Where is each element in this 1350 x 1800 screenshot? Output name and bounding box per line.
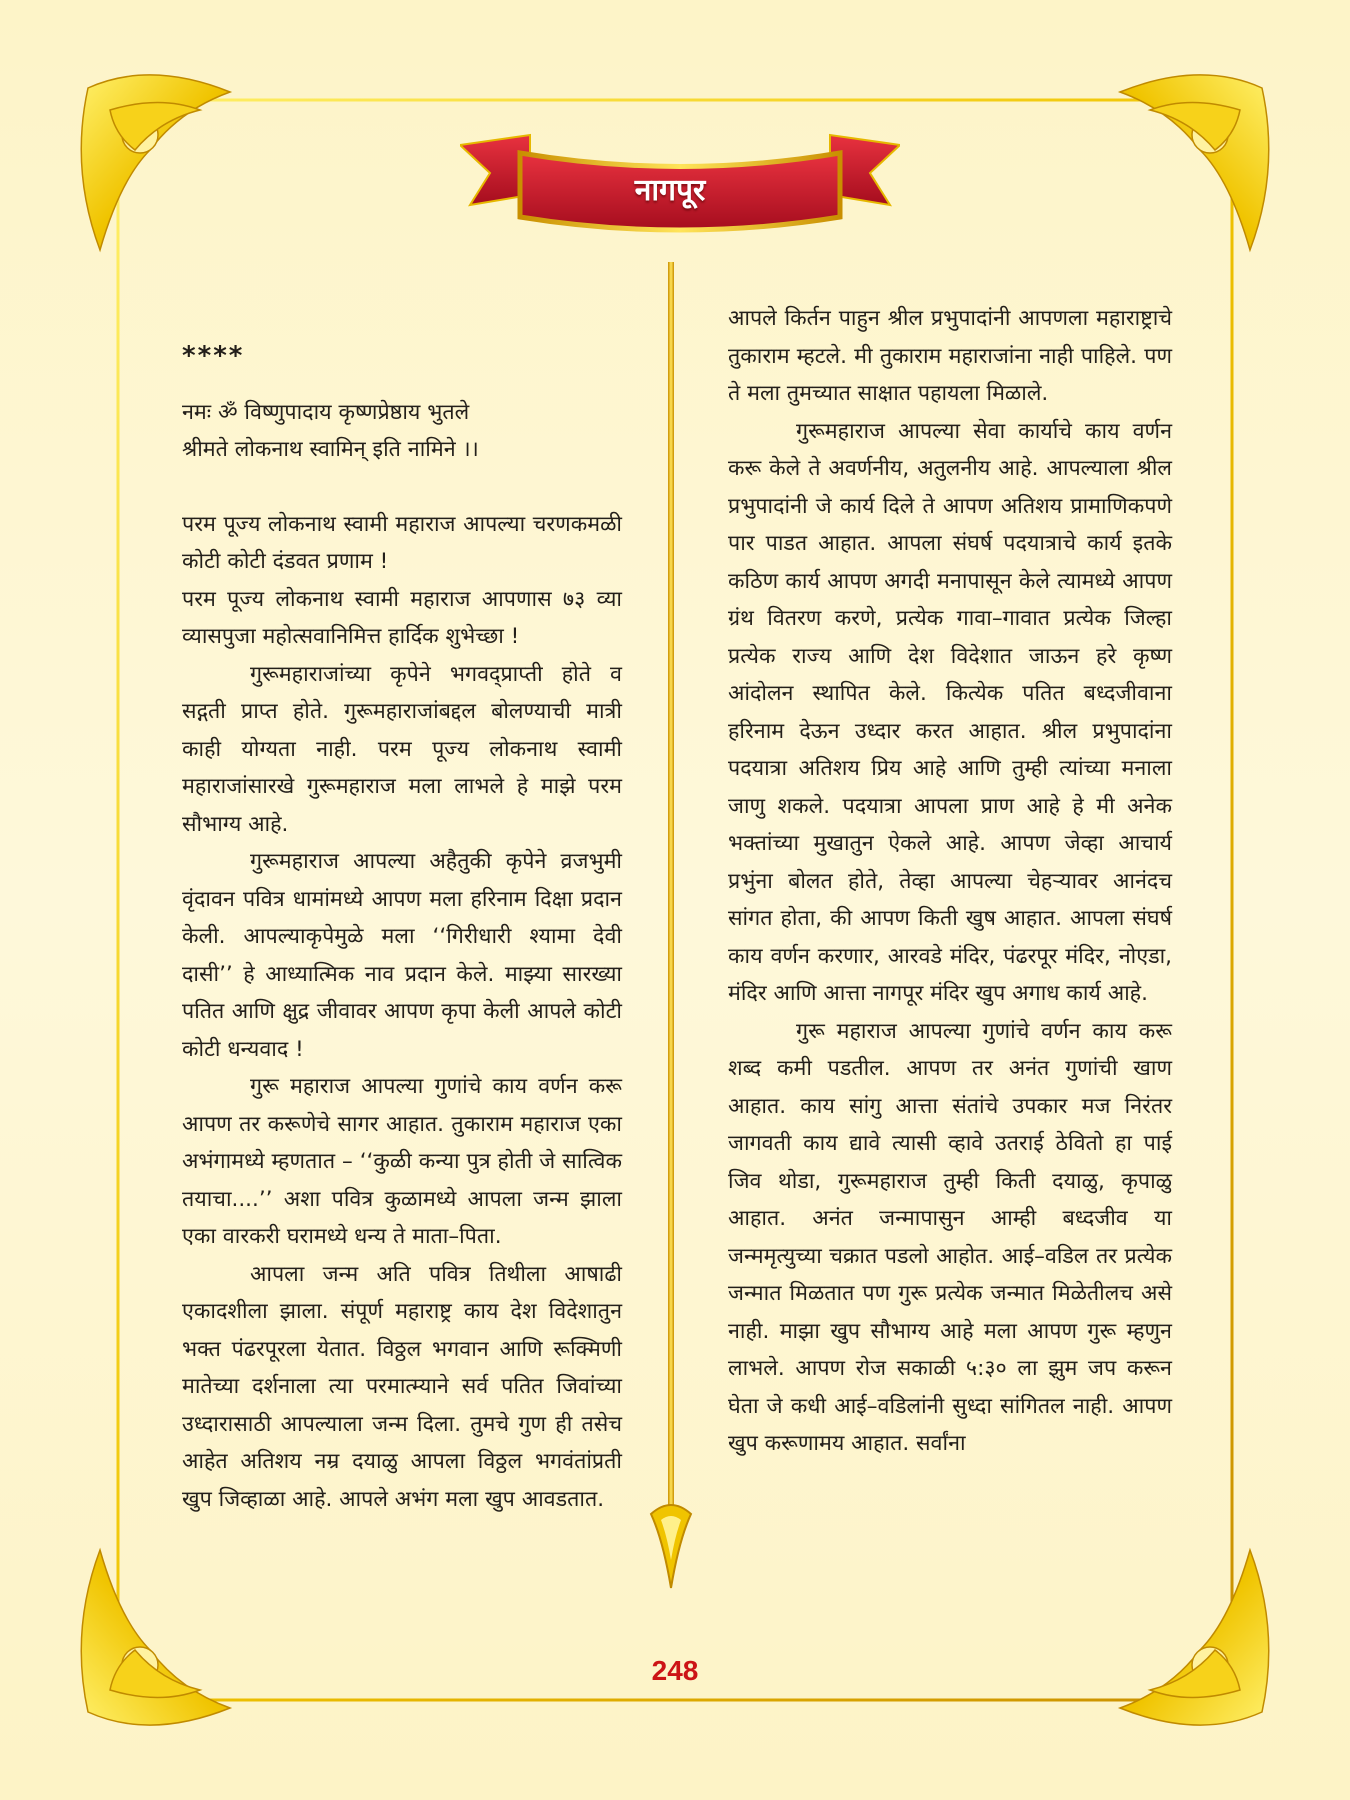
paragraph: आपले किर्तन पाहुन श्रील प्रभुपादांनी आपणला महाराष्ट्राचे तुकाराम म्हटले. मी तुकाराम महाराजांना नाही पाहिले. पण ते मला तुमच्यात साक्षात पहायला मिळाले. <box>728 306 1172 406</box>
paragraph: गुरूमहाराज आपल्या अहैतुकी कृपेने व्रजभुमी वृंदावन पवित्र धामांमध्ये आपण मला हरिनाम दिक्षा प्रदान केली. आपल्याकृपेमुळे मला ‘‘गिरीधारी श्यामा देवी दासी’’ हे आध्यात्मिक नाव प्रदान केले. माझ्या सारख्या पतित आणि क्षुद्र जीवावर आपण कृपा केली आपले कोटी कोटी धन्यवाद ! <box>182 849 622 1062</box>
paragraph: गुरू महाराज आपल्या गुणांचे काय वर्णन करू आपण तर करूणेचे सागर आहात. तुकाराम महाराज एका अभंगामध्ये म्हणतात – ‘‘कुळी कन्या पुत्र होती जे सात्विक तयाचा....’’ अशा पवित्र कुळामध्ये आपला जन्म झाला एका वारकरी घरामध्ये धन्य ते माता–पिता. <box>182 1074 622 1249</box>
paragraph: आपला जन्म अति पवित्र तिथीला आषाढी एकादशीला झाला. संपूर्ण महाराष्ट्र काय देश विदेशातुन भक्त पंढरपूरला येतात. विठ्ठल भगवान आणि रूक्मिणी मातेच्या दर्शनाला त्या परमात्म्याने सर्व पतित जिवांच्या उध्दारासाठी आपल्याला जन्म दिला. तुमचे गुण ही तसेच आहेत अतिशय नम्र दयाळु आपला विठ्ठल भगवंतांप्रती खुप जिव्हाळा आहे. आपले अभंग मला खुप आवडतात. <box>182 1261 622 1512</box>
stars-separator: **** <box>182 341 245 371</box>
paragraph: गुरूमहाराजांच्या कृपेने भगवद्प्राप्ती होते व सद्गती प्राप्त होते. गुरूमहाराजांबद्दल बोलण्याची मात्री काही योग्यता नाही. परम पूज्य लोकनाथ स्वामी महाराजांसारखे गुरूमहाराज मला लाभले हे माझे परम सौभाग्य आहे. <box>182 661 622 837</box>
mantra-line: श्रीमते लोकनाथ स्वामिन् इति नामिने ।। <box>182 437 479 462</box>
corner-ornament-top-right-icon <box>1120 75 1269 250</box>
paragraph: गुरू महाराज आपल्या गुणांचे वर्णन काय करू शब्द कमी पडतील. आपण तर अनंत गुणांची खाण आहात. काय सांगु आत्ता संतांचे उपकार मज निरंतर जागवती काय द्यावे त्यासी व्हावे उतराई ठेवितो हा पाई जिव थोडा, गुरूमहाराज तुम्ही किती दयाळु, कृपाळु आहात. अनंत जन्मापासुन आम्ही बध्दजीव या जन्ममृत्युच्या चक्रात पडलो आहोत. आई–वडिल तर प्रत्येक जन्मात मिळतात पण गुरू प्रत्येक जन्मात मिळेतीलच असे नाही. माझा खुप सौभाग्य आहे मला आपण गुरू म्हणुन लाभले. आपण रोज सकाळी ५:३० ला झुम जप करून घेता जे कधी आई–वडिलांनी सुध्दा सांगितल नाही. आपण खुप करूणामय आहात. सर्वांना <box>728 1018 1172 1456</box>
paragraph: गुरूमहाराज आपल्या सेवा कार्याचे काय वर्णन करू केले ते अवर्णनीय, अतुलनीय आहे. आपल्याला श्रील प्रभुपादांनी जे कार्य दिले ते आपण अतिशय प्रामाणिकपणे पार पाडत आहात. आपला संघर्ष पदयात्राचे कार्य इतके कठिण कार्य आपण अगदी मनापासून केले त्यामध्ये आपण ग्रंथ वितरण करणे, प्रत्येक गावा–गावात प्रत्येक जिल्हा प्रत्येक राज्य आणि देश विदेशात जाऊन हरे कृष्ण आंदोलन स्थापित केले. कित्येक पतित बध्दजीवाना हरिनाम देऊन उध्दार करत आहात. श्रील प्रभुपादांना पदयात्रा अतिशय प्रिय आहे आणि तुम्ही त्यांच्या मनाला जाणु शकले. पदयात्रा आपला प्राण आहे हे मी अनेक भक्तांच्या मुखातुन ऐकले आहे. आपण जेव्हा आचार्य प्रभुंना बोलत होते, तेव्हा आपल्या चेहऱ्यावर आनंदच सांगत होता, की आपण किती खुष आहात. आपला संघर्ष काय वर्णन करणार, आरवडे मंदिर, पंढरपूर मंदिर, नोएडा, मंदिर आणि आत्ता नागपूर मंदिर खुप अगाध कार्य आहे. <box>728 418 1172 1006</box>
divider-drop-icon <box>649 1500 693 1590</box>
page-number: 248 <box>651 1655 699 1686</box>
corner-ornament-top-left-icon <box>81 75 230 250</box>
paragraph: परम पूज्य लोकनाथ स्वामी महाराज आपल्या चरणकमळी कोटी कोटी दंडवत प्रणाम ! <box>182 511 622 574</box>
paragraph: परम पूज्य लोकनाथ स्वामी महाराज आपणास ७३ व्या व्यासपुजा महोत्सवानिमित्त हार्दिक शुभेच्छा ! <box>182 586 622 649</box>
right-column <box>728 300 1172 1463</box>
page-title: नागपूर <box>634 173 706 208</box>
corner-ornament-bottom-left-icon <box>81 1550 230 1725</box>
mantra-line: नमः ॐ विष्णुपादाय कृष्णप्रेष्ठाय भुतले <box>182 399 470 425</box>
column-divider <box>663 262 679 1512</box>
left-column <box>182 338 622 1518</box>
corner-ornament-bottom-right-icon <box>1120 1550 1269 1725</box>
